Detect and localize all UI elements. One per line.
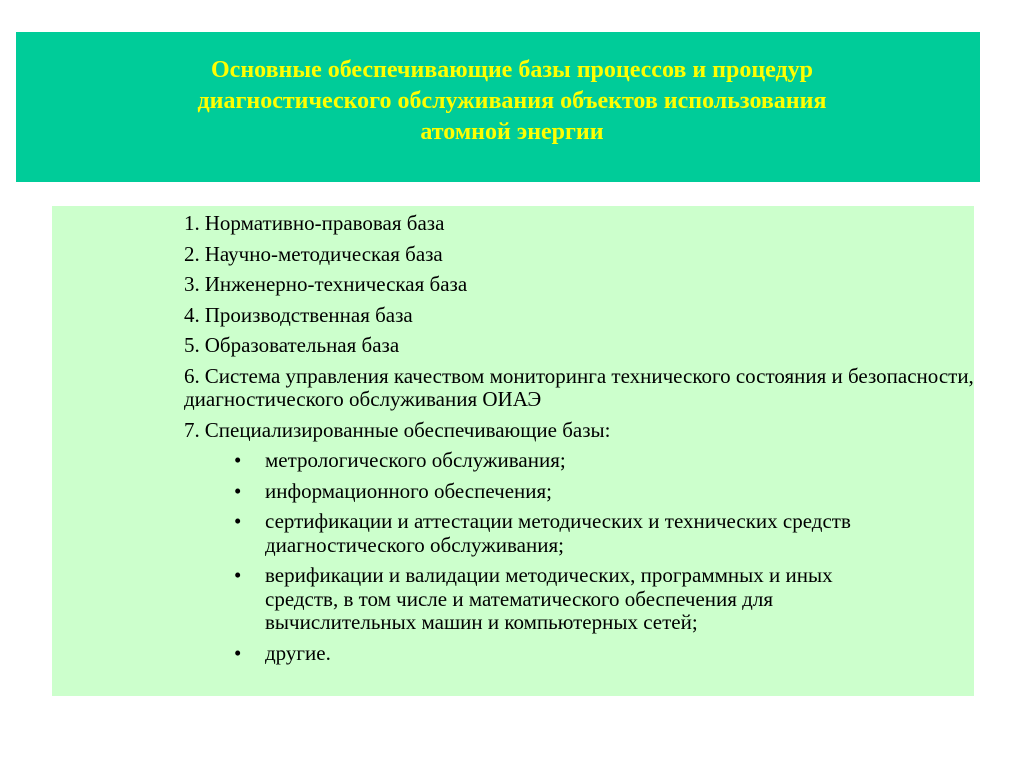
- bullet-icon: •: [234, 509, 242, 533]
- list-item-text: Нормативно-правовая база: [204, 211, 445, 235]
- list-item-1: [184, 212, 974, 236]
- list-item-4: [184, 304, 974, 328]
- bullet-icon: •: [234, 448, 242, 472]
- sub-item-metrology: [184, 449, 895, 473]
- title-banner: [16, 32, 980, 182]
- list-item-text: Инженерно-техническая база: [204, 272, 468, 296]
- sub-item-information: [184, 480, 895, 504]
- list-item-3: [184, 273, 974, 297]
- bullet-icon: •: [234, 640, 242, 665]
- slide-title: Основные обеспечивающие базы процессов и процедур диагностического обслуживания объектов использования атомной энергии: [197, 57, 827, 145]
- list-item-text: Образовательная база: [204, 333, 400, 357]
- list-item-text: Производственная база: [204, 302, 413, 327]
- list-item-text: Специализированные обеспечивающие базы:: [204, 417, 611, 442]
- sub-item-text: сертификации и аттестации методических и технических средств диагностического обслуживания;: [265, 509, 851, 557]
- sub-item-text: другие.: [265, 640, 331, 665]
- list-item-number: 6.: [184, 363, 200, 388]
- bases-list: [184, 212, 974, 672]
- sub-item-text: информационного обеспечения;: [265, 478, 552, 503]
- list-item-number: 4.: [184, 302, 200, 327]
- list-item-text: Научно-методическая база: [204, 241, 443, 266]
- sub-item-verification: [184, 564, 895, 635]
- list-item-number: 1.: [184, 211, 200, 235]
- list-item-number: 5.: [184, 333, 200, 357]
- bullet-icon: •: [234, 563, 242, 587]
- sub-item-text: метрологического обслуживания;: [265, 448, 566, 472]
- list-item-2: [184, 243, 974, 267]
- list-item-number: 3.: [184, 272, 200, 296]
- list-item-number: 2.: [184, 241, 200, 266]
- list-item-6: [184, 365, 974, 412]
- list-item-7: [184, 419, 974, 666]
- list-item-number: 7.: [184, 417, 200, 442]
- list-item-text: Система управления качеством мониторинга технического состояния и безопасности, диагностического обслуживания ОИАЭ: [184, 363, 974, 411]
- sub-item-certification: [184, 510, 895, 557]
- specialized-bases-sublist: [184, 449, 974, 665]
- list-item-5: [184, 334, 974, 358]
- sub-item-text: верификации и валидации методических, программных и иных средств, в том числе и математического обеспечения для вычислительных машин и компьютерных сетей;: [265, 563, 833, 634]
- bullet-icon: •: [234, 478, 242, 503]
- content-panel: [52, 206, 974, 696]
- sub-item-other: [184, 642, 895, 666]
